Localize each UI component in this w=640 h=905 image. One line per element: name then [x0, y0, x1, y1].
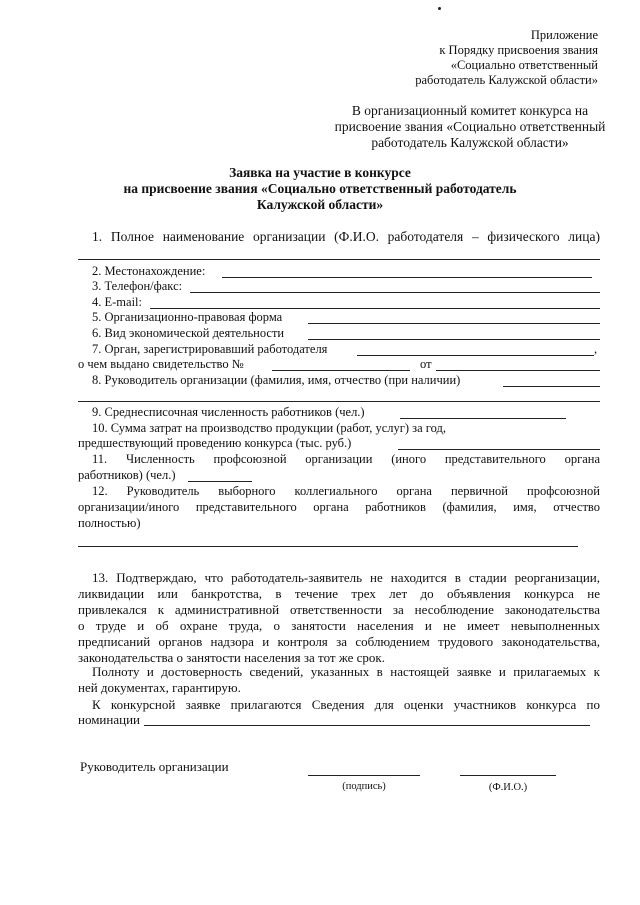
certificate-label: о чем выдано свидетельство №: [78, 357, 244, 371]
nomination-field[interactable]: [144, 725, 590, 726]
appendix-line-1: Приложение: [530, 28, 598, 42]
statement-line-4: о труде и об охране труда, о занятости населения и не имеет невыполненных: [78, 618, 600, 633]
certificate-number-field[interactable]: [272, 370, 410, 371]
full-name-field[interactable]: [460, 775, 556, 776]
item-5-label: 5. Организационно-правовая форма: [92, 310, 283, 324]
appendix-line-3: «Социально ответственный: [450, 58, 598, 72]
certificate-date-field[interactable]: [436, 370, 600, 371]
item-7-comma: ,: [594, 342, 598, 356]
economic-activity-field[interactable]: [308, 339, 600, 340]
addressee-line-1: В организационный комитет конкурса на: [351, 103, 589, 118]
form-title-line-2: на присвоение звания «Социально ответственный работодатель: [123, 181, 517, 196]
statement-line-1: 13. Подтверждаю, что работодатель-заявитель не находится в стадии реорганизации,: [92, 570, 600, 585]
item-9-label: 9. Среднесписочная численность работников (чел.): [92, 405, 365, 419]
statement-line-3: привлекался к административной ответственности за несоблюдение законодательства: [78, 602, 600, 617]
registering-body-field[interactable]: [357, 355, 594, 356]
item-12-label: 12. Руководитель выборного коллегиального органа первичной профсоюзной: [92, 484, 600, 498]
statement-line-2: ликвидации или банкротства, в течение трех лет до объявления конкурса не: [78, 586, 600, 601]
signature-field[interactable]: [308, 775, 420, 776]
appendix-line-2: к Порядку присвоения звания: [439, 43, 598, 57]
email-field[interactable]: [150, 308, 600, 309]
item-3-label: 3. Телефон/факс:: [92, 279, 183, 293]
form-title-line-3: Калужской области»: [256, 197, 384, 212]
appendix-line-4: работодатель Калужской области»: [415, 73, 598, 87]
addressee-line-2: присвоение звания «Социально ответственный: [334, 119, 606, 134]
head-name-field-2[interactable]: [78, 401, 600, 402]
signature-caption: (подпись): [342, 781, 386, 792]
union-head-field[interactable]: [78, 546, 578, 547]
item-8-label: 8. Руководитель организации (фамилия, имя, отчество (при наличии): [92, 373, 461, 387]
production-costs-field[interactable]: [398, 449, 600, 450]
item-1-label: 1. Полное наименование организации (Ф.И.О. работодателя – физического лица): [92, 229, 600, 244]
attachment-line-1: К конкурсной заявке прилагаются Сведения для оценки участников конкурса по: [92, 697, 600, 712]
headcount-field[interactable]: [400, 418, 566, 419]
attachment-line-2: номинации: [78, 712, 140, 727]
statement-line-6: законодательства о занятости населения за тот же срок.: [78, 650, 385, 665]
legal-form-field[interactable]: [308, 323, 600, 324]
location-field[interactable]: [222, 277, 592, 278]
item-12-label-3: полностью): [78, 516, 141, 530]
guarantee-line-2: ней документах, гарантирую.: [78, 680, 241, 695]
item-10-label-2: предшествующий проведению конкурса (тыс. руб.): [78, 436, 352, 450]
statement-line-5: предписаний органов надзора и контроля за соблюдением трудового законодательства,: [78, 634, 600, 649]
item-1-field[interactable]: [78, 259, 600, 260]
item-10-label: 10. Сумма затрат на производство продукции (работ, услуг) за год,: [92, 421, 446, 435]
form-title-line-1: Заявка на участие в конкурсе: [229, 165, 411, 180]
item-6-label: 6. Вид экономической деятельности: [92, 326, 285, 340]
scan-dot: [438, 7, 441, 10]
guarantee-line-1: Полноту и достоверность сведений, указанных в настоящей заявке и прилагаемых к: [92, 664, 600, 679]
full-name-caption: (Ф.И.О.): [488, 782, 528, 793]
head-name-field[interactable]: [503, 386, 600, 387]
item-11-label: 11. Численность профсоюзной организации (иного представительного органа: [92, 452, 600, 466]
item-11-label-2: работников) (чел.): [78, 468, 176, 482]
union-size-field[interactable]: [188, 481, 252, 482]
phone-fax-field[interactable]: [190, 292, 600, 293]
signature-heading: Руководитель организации: [80, 759, 229, 774]
item-12-label-2: организации/иного представительного органа работников (фамилия, имя, отчество: [78, 500, 600, 514]
item-7-label: 7. Орган, зарегистрировавший работодателя: [92, 342, 328, 356]
certificate-date-label: от: [420, 357, 432, 371]
item-4-label: 4. E-mail:: [92, 295, 142, 309]
addressee-line-3: работодатель Калужской области»: [371, 135, 569, 150]
item-2-label: 2. Местонахождение:: [92, 264, 206, 278]
